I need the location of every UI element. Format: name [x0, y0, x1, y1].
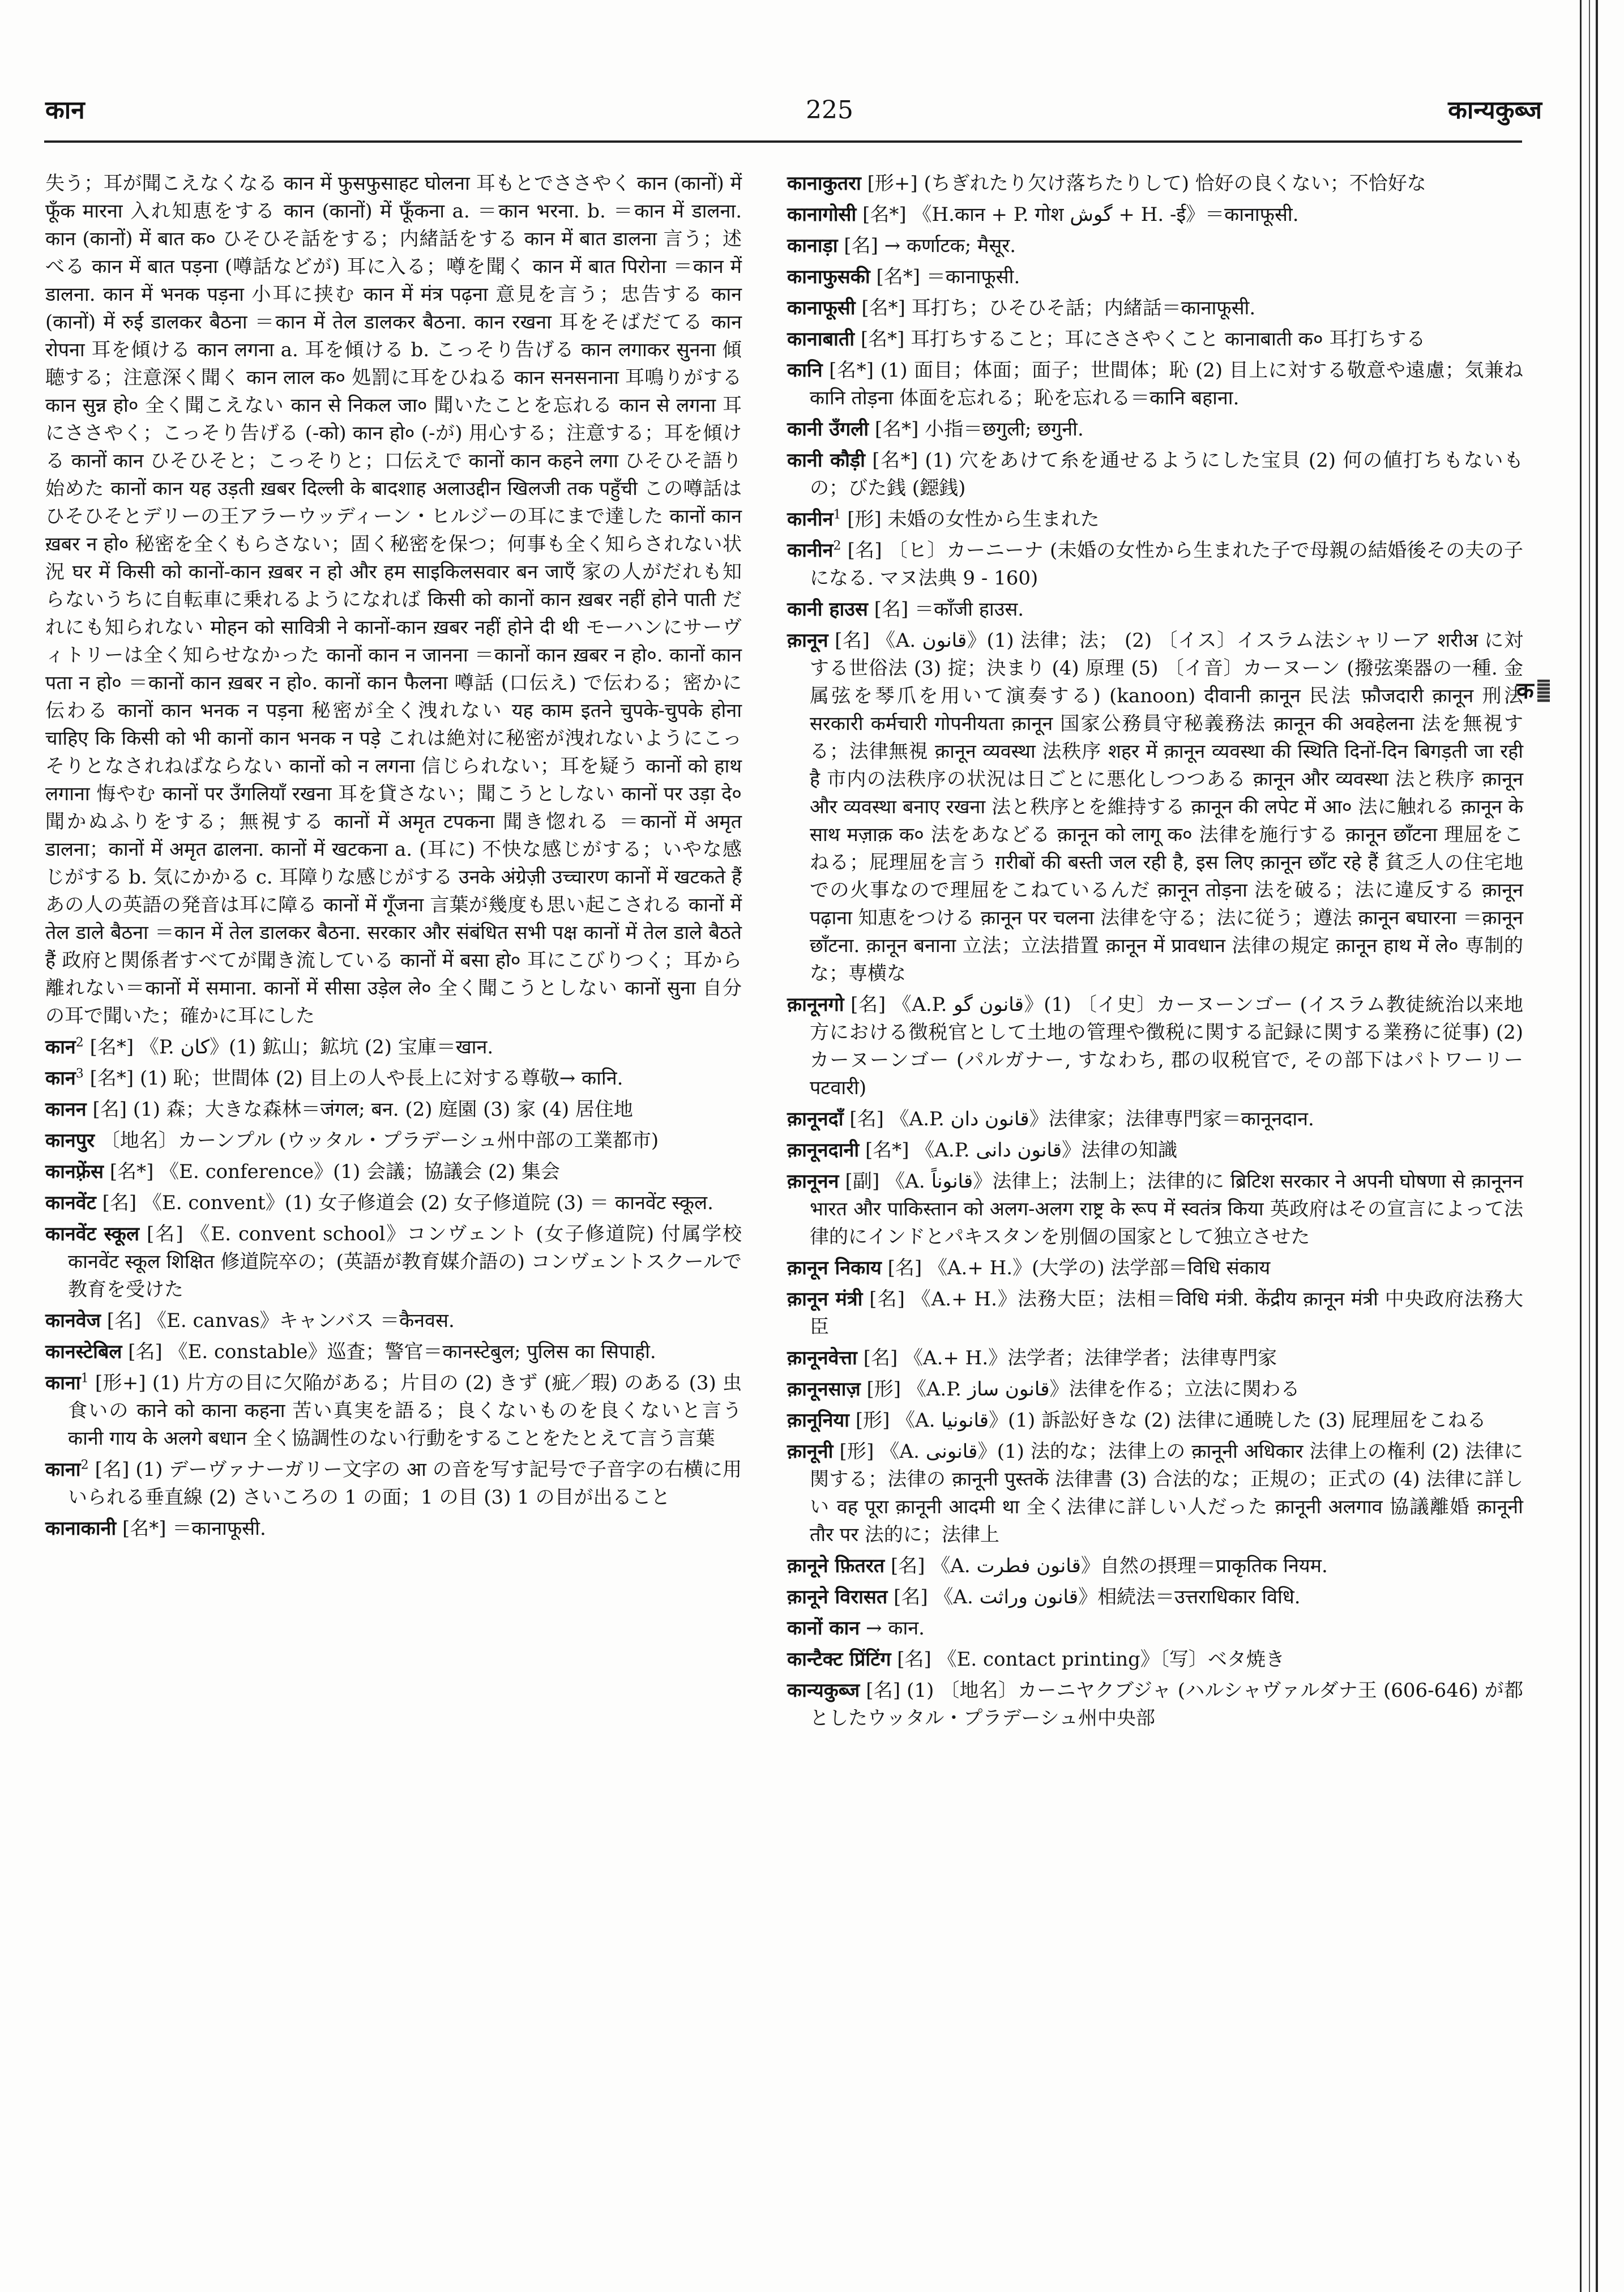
dictionary-entry: [787, 263, 1523, 291]
entry-headword: कान: [45, 1036, 76, 1058]
entry-headword: कान्यकुब्ज: [787, 1679, 860, 1702]
entry-headword: कानों कान: [787, 1617, 860, 1640]
entry-headword: कानीन: [787, 508, 834, 531]
entry-definition: [名] 《A.+ H.》(大学の) 法学部＝विधि संकाय: [887, 1257, 1271, 1279]
binding-edge-line: [1589, 0, 1590, 2292]
dictionary-entry: [45, 1456, 742, 1512]
dictionary-entry: [45, 1307, 742, 1335]
entry-definition: [名] 《A.P. قانون گو》(1) 〔イ史〕カーヌーンゴー (イスラム教徒統治以来地方における徴税官として土地の管理や徴税に関する記録に関する業務に従事) (2) カーヌーンゴー (パルガナー, すなわち, 郡の収税官で, その部下はパトワーリー पटवारी): [810, 993, 1524, 1099]
entry-definition: [名] → कर्णाटक; मैसूर.: [844, 234, 1016, 257]
entry-definition: 〔地名〕カーンプル (ウッタル・プラデーシュ州中部の工業都市): [100, 1129, 659, 1152]
entry-definition: [名] ＝काँजी हाउस.: [874, 598, 1024, 621]
entry-definition: [名] 《A.+ H.》法務大臣；法相＝विधि मंत्री. केंद्रीय क़ानून मंत्री 中央政府法務大臣: [810, 1288, 1523, 1338]
dictionary-entry: [787, 1407, 1523, 1435]
entry-headword: कानस्टेबिल: [45, 1341, 122, 1363]
entry-definition: [名*] (1) 面目；体面；面子；世間体；恥 (2) 目上に対する敬意や遠慮；気兼ね कानि तोड़ना 体面を忘れる；恥を忘れる＝कानि बहाना.: [810, 359, 1523, 409]
dictionary-entry: [787, 294, 1523, 322]
dictionary-entry: [45, 1220, 742, 1304]
entry-definition: [名*] 小指＝छगुली; छगुनी.: [874, 418, 1084, 441]
entry-headword: क़ानूनगो: [787, 993, 844, 1016]
dictionary-entry: [787, 596, 1523, 624]
entry-definition: [名*] 《E. conference》(1) 会議；協議会 (2) 集会: [109, 1160, 560, 1183]
entry-headword: कानाड़ा: [787, 234, 838, 257]
dictionary-entry: [787, 1552, 1523, 1580]
entry-definition: [名*] ＝कानाफूसी.: [876, 266, 1020, 288]
entry-definition: [名*] (1) 穴をあけて糸を通せるようにした宝貝 (2) 何の値打ちもないもの；びた銭 (鐚銭): [810, 449, 1523, 500]
entry-headword: कानी हाउस: [787, 598, 868, 621]
entry-definition: [名] 《E. contact printing》〔写〕ベタ焼き: [897, 1648, 1285, 1671]
entry-headword: कानाबाती: [787, 328, 854, 351]
entry-headword: कानवेंट स्कूल: [45, 1223, 140, 1245]
homograph-number: 2: [833, 539, 841, 553]
dictionary-entry: [787, 357, 1523, 412]
header-guide-word-left: कान: [45, 96, 85, 125]
entry-definition: [名*] 耳打ちすること；耳にささやくこと कानाबाती क० 耳打ちする: [860, 328, 1426, 351]
homograph-number: 1: [833, 507, 841, 522]
entry-headword: क़ानूनी: [787, 1440, 834, 1463]
dictionary-entry: [787, 1584, 1523, 1611]
entry-definition: [形] 未婚の女性から生まれた: [847, 508, 1100, 531]
dictionary-entry: [787, 232, 1523, 260]
header-rule: [44, 140, 1522, 143]
entry-definition: [形] 《A.P. قانون ساز》法律を作る；立法に関わる: [866, 1378, 1300, 1401]
binding-edge-line: [1596, 0, 1598, 2292]
entry-definition: [名*] 耳打ち；ひそひそ話；内緒話＝कानाफूसी.: [861, 297, 1256, 319]
entry-definition: [形] 《A. قانونیا》(1) 訴訟好きな (2) 法律に通暁した (3) 屁理屈をこねる: [855, 1409, 1486, 1432]
dictionary-entry: [787, 1345, 1523, 1372]
dictionary-entry: [45, 1158, 742, 1186]
entry-headword: कानपुर: [45, 1129, 95, 1152]
entry-headword: काना: [45, 1372, 81, 1394]
homograph-number: 3: [75, 1066, 84, 1081]
dictionary-entry: [787, 416, 1523, 443]
entry-headword: कानन: [45, 1098, 87, 1121]
dictionary-entry: [787, 991, 1523, 1102]
entry-headword: क़ानून मंत्री: [787, 1288, 863, 1311]
dictionary-entry: [787, 1106, 1523, 1133]
dictionary-entry: [787, 537, 1523, 592]
dictionary-entry: [787, 447, 1523, 502]
entry-headword: कानी कौड़ी: [787, 449, 865, 472]
entry-definition: [名*] 《H.कान + P. गोश گوش + H. -ई》＝कानाफूसी.: [862, 203, 1299, 226]
dictionary-entry: [45, 1127, 742, 1155]
dictionary-entry: [787, 1438, 1523, 1549]
dictionary-entry: [45, 1515, 742, 1543]
entry-definition: [形+] (ちぎれたり欠け落ちたりして) 恰好の良くない；不恰好な: [867, 172, 1426, 195]
entry-headword: कानाफूसी: [787, 297, 856, 319]
dictionary-entry: [45, 1369, 742, 1453]
entry-headword: कानीन: [787, 539, 834, 562]
entry-definition: [名] 《E. convent school》コンヴェント (女子修道院) 付属学校 कानवेंट स्कूल शिक्षित 修道院卒の；(英語が教育媒介語の) コンヴェントスクールで教育を受けた: [68, 1223, 742, 1301]
entry-definition: [名*] ＝कानाफूसी.: [122, 1517, 266, 1540]
entry-definition: [形+] (1) 片方の目に欠陥がある；片目の (2) きず (疵／瑕) のある (3) 虫食いの काने को काना कहना 苦い真実を語る；良くないものを良くないと言う कानी गाय के अलगे बधान 全く協調性のない行動をすることをたとえて言う言葉: [68, 1372, 742, 1450]
thumb-index-letter: क: [1516, 677, 1534, 704]
homograph-number: 2: [75, 1035, 84, 1050]
homograph-number: 2: [80, 1458, 89, 1472]
dictionary-entry: [787, 201, 1523, 229]
entry-definition: [名] 《E. constable》巡査；警官＝कानस्टेबुल; पुलिस का सिपाही.: [128, 1341, 656, 1363]
entry-definition: [名] (1) 〔地名〕カーニヤクブジャ (ハルシャヴァルダナ王 (606-646) が都としたウッタル・プラデーシュ州中央部: [810, 1679, 1524, 1730]
entry-headword: क़ानूनदानी: [787, 1139, 860, 1162]
dictionary-entry: [787, 1646, 1523, 1674]
entry-definition: [名*] 《P. کان》(1) 鉱山；鉱坑 (2) 宝庫＝खान.: [89, 1036, 494, 1058]
left-column: [45, 170, 742, 1546]
entry-headword: कानाफुसकी: [787, 266, 870, 288]
entry-headword: क़ानून: [787, 629, 828, 652]
entry-definition: [副] 《A. قانوناً》法律上；法制上；法律的に ब्रिटिश सरकार ने अपनी घोषणा से क़ानूनन भारत और पाकिस्तान को अलग-अलग राष्ट्र के रूप में स्वतंत्र किया 英政府はその宣言によって法律的にインドとパキスタンを別個の国家として独立させた: [810, 1170, 1523, 1248]
entry-definition: [名] 《A. قانون فطرت》自然の摂理＝प्राकृतिक नियम.: [891, 1555, 1328, 1577]
right-column: [787, 170, 1523, 1736]
entry-headword: काना: [45, 1458, 81, 1481]
thumb-index-mark: [1537, 680, 1550, 702]
dictionary-entry: [787, 170, 1523, 198]
entry-headword: कान्टैक्ट प्रिंटिंग: [787, 1648, 891, 1671]
entry-definition: [名] 《A. قانون》(1) 法律；法； (2) 〔イス〕イスラム法シャリーア शरीअ に対する世俗法 (3) 掟；決まり (4) 原理 (5) 〔イ音〕カーヌーン (撥弦楽器の一種. 金属弦を琴爪を用いて演奏する) (kanoon) दीवानी क़ानून 民法 फ़ौजदारी क़ानून 刑法 सरकारी कर्मचारी गोपनीयता क़ानून 国家公務員守秘義務法 क़ानून की अवहेलना 法を無視する；法律無視 क़ानून व्यवस्था 法秩序 शहर में क़ानून व्यवस्था की स्थिति दिनों-दिन बिगड़ती जा रही है 市内の法秩序の状況は日ごとに悪化しつつある क़ानून और व्यवस्था 法と秩序 क़ानून और व्यवस्था बनाए रखना 法と秩序とを維持する क़ानून की लपेट में आ० 法に触れる क़ानून के साथ मज़ाक़ क० 法をあなどる क़ानून को लागू क० 法律を施行する क़ानून छाँटना 理屈をこねる；屁理屈を言う ग़रीबों की बस्ती जल रही है, इस लिए क़ानून छाँट रहे हैं 貧乏人の住宅地での火事なので理屈をこねているんだ क़ानून तोड़ना 法を破る；法に違反する क़ानून पढ़ाना 知恵をつける क़ानून पर चलना 法律を守る；法に従う；遵法 क़ानून बघारना ＝क़ानून छाँटना. क़ानून बनाना 立法；立法措置 क़ानून में प्रावधान 法律の規定 क़ानून हाथ में ले० 専制的な；専横な: [810, 629, 1523, 985]
entry-headword: क़ानूनदाँ: [787, 1108, 844, 1130]
dictionary-entry: [787, 1286, 1523, 1341]
homograph-number: 1: [80, 1371, 89, 1386]
entry-headword: क़ानूनवेत्ता: [787, 1347, 857, 1369]
entry-definition: [名] 《A.P. قانون دان》法律家；法律専門家＝कानूनदान.: [849, 1108, 1314, 1130]
entry-headword: कानि: [787, 359, 823, 382]
entry-definition: [名] (1) デーヴァナーガリー文字の आ の音を写す記号で子音字の右横に用いられる垂直線 (2) さいころの 1 の面；1 の目 (3) 1 の目が出ること: [68, 1458, 742, 1509]
entry-headword: कानफ़्रेंस: [45, 1160, 104, 1183]
dictionary-entry: [45, 170, 742, 1030]
dictionary-entry: [45, 1189, 742, 1217]
entry-headword: क़ानूने फ़ितरत: [787, 1555, 885, 1577]
page-number: 225: [806, 96, 853, 125]
entry-definition: [名] 〔ヒ〕カーニーナ (未婚の女性から生まれた子で母親の結婚後その夫の子になる. マヌ法典 9 - 160): [810, 539, 1523, 590]
entry-definition: 失う；耳が聞こえなくなる कान में फुसफुसाहट घोलना 耳もとでささやく कान (कानों) में फूँक मारना 入れ知恵をする कान (कानों) में फूँकना a. ＝कान भरना. b. ＝कान में डालना. कान (कानों) में बात क० ひそひそ話をする；内緒話をする कान में बात डालना 言う；述べる कान में बात पड़ना (噂話などが) 耳に入る；噂を聞く कान में बात पिरोना ＝कान में डालना. कान में भनक पड़ना 小耳に挟む कान में मंत्र पढ़ना 意見を言う；忠告する कान (कानों) में रुई डालकर बैठना ＝कान में तेल डालकर बैठना. कान रखना 耳をそばだてる कान रोपना 耳を傾ける कान लगना a. 耳を傾ける b. こっそり告げる कान लगाकर सुनना 傾聴する；注意深く聞く कान लाल क० 処罰に耳をひねる कान सनसनाना 耳鳴りがする कान सुन्न हो० 全く聞こえない कान से निकल जा० 聞いたことを忘れる कान से लगना 耳にささやく；こっそり告げる (-को) कान हो० (-が) 用心する；注意する；耳を傾ける कानों कान ひそひそと；こっそりと；口伝えで कानों कान कहने लगा ひそひそ語り始めた कानों कान यह उड़ती ख़बर दिल्ली के बादशाह अलाउद्दीन खिलजी तक पहुँची この噂話はひそひそとデリーの王アラーウッディーン・ヒルジーの耳にまで達した कानों कान ख़बर न हो० 秘密を全くもらさない；固く秘密を保つ；何事も全く知らされない状況 घर में किसी को कानों-कान ख़बर न हो और हम साइकिलसवार बन जाएँ 家の人がだれも知らないうちに自転車に乗れるようになれば किसी को कानों कान ख़बर नहीं होने पाती だれにも知られない मोहन को सावित्री ने कानों-कान ख़बर नहीं होने दी थी モーハンにサーヴィトリーは全く知らせなかった कानों कान न जानना ＝कानों कान ख़बर न हो०. कानों कान पता न हो० ＝कानों कान ख़बर न हो०. कानों कान फैलना 噂話 (口伝え) で伝わる；密かに伝わる कानों कान भनक न पड़ना 秘密が全く洩れない यह काम इतने चुपके-चुपके होना चाहिए कि किसी को भी कानों कान भनक न पड़े これは絶対に秘密が洩れないようにこっそりとなされねばならない कानों को न लगना 信じられない；耳を疑う कानों को हाथ लगाना 悔やむ कानों पर उँगलियाँ रखना 耳を貸さない；聞こうとしない कानों पर उड़ा दे० 聞かぬふりをする；無視する कानों में अमृत टपकना 聞き惚れる ＝कानों में अमृत डालना；कानों में अमृत ढालना. कानों में खटकना a. (耳に) 不快な感じがする；いやな感じがする b. 気にかかる c. 耳障りな感じがする उनके अंग्रेज़ी उच्चारण कानों में खटकते हैं あの人の英語の発音は耳に障る कानों में गूँजना 言葉が幾度も思い起こされる कानों में तेल डाले बैठना ＝कान में तेल डालकर बैठना. सरकार और संबंधित सभी पक्ष कानों में तेल डाले बैठते हैं 政府と関係者すべてが聞き流している कानों में बसा हो० 耳にこびりつく；耳から離れない＝कानों में समाना. कानों में सीसा उड़ेल ले० 全く聞こうとしない कानों सुना 自分の耳で聞いた；確かに耳にした: [45, 172, 742, 1027]
dictionary-entry: [787, 1137, 1523, 1164]
entry-headword: कानवेंट: [45, 1192, 96, 1214]
entry-headword: कानी उँगली: [787, 418, 869, 441]
entry-headword: क़ानूनन: [787, 1170, 839, 1193]
entry-definition: [名] (1) 森；大きな森林＝जंगल; बन. (2) 庭園 (3) 家 (4) 居住地: [92, 1098, 633, 1121]
dictionary-entry: [787, 1376, 1523, 1403]
dictionary-entry: [787, 1677, 1523, 1732]
entry-headword: कानागोसी: [787, 203, 857, 226]
entry-definition: [名*] (1) 恥；世間体 (2) 目上の人や長上に対する尊敬→ कानि.: [89, 1067, 623, 1090]
dictionary-entry: [787, 506, 1523, 533]
entry-definition: [名*] 《A.P. قانون دانی》法律の知識: [865, 1139, 1178, 1162]
entry-definition: [名] 《E. convent》(1) 女子修道会 (2) 女子修道院 (3) ＝ कानवेंट स्कूल.: [102, 1192, 713, 1214]
dictionary-entry: [45, 1034, 742, 1061]
binding-edge-line: [1580, 0, 1582, 2292]
entry-headword: कान: [45, 1067, 76, 1090]
entry-headword: क़ानूनसाज़: [787, 1378, 861, 1401]
entry-definition: [名] 《A. قانون وراثت》相続法＝उत्तराधिकार विधि.: [894, 1586, 1301, 1608]
dictionary-entry: [787, 627, 1523, 988]
entry-definition: [名] 《A.+ H.》法学者；法律学者；法律専門家: [863, 1347, 1277, 1369]
entry-headword: कानाकानी: [45, 1517, 117, 1540]
entry-headword: कानवेज: [45, 1309, 101, 1332]
dictionary-entry: [45, 1338, 742, 1366]
entry-definition: → कान.: [866, 1617, 925, 1640]
header-guide-word-right: कान्यकुब्ज: [1448, 96, 1542, 125]
dictionary-entry: [45, 1065, 742, 1092]
entry-headword: क़ानून निकाय: [787, 1257, 882, 1279]
entry-definition: [形] 《A. قانونی》(1) 法的な；法律上の क़ानूनी अधिकार 法律上の権利 (2) 法律に関する；法律の क़ानूनी पुस्तकें 法律書 (3) 合法的な；正規の；正式の (4) 法律に詳しい वह पूरा क़ानूनी आदमी था 全く法律に詳しい人だった क़ानूनी अलगाव 協議離婚 क़ानूनी तौर पर 法的に；法律上: [810, 1440, 1524, 1546]
entry-headword: क़ानूनिया: [787, 1409, 849, 1432]
dictionary-entry: [787, 1615, 1523, 1642]
dictionary-entry: [787, 326, 1523, 353]
entry-definition: [名] 《E. canvas》キャンバス ＝कैनवस.: [106, 1309, 455, 1332]
dictionary-entry: [787, 1168, 1523, 1251]
entry-headword: कानाकुतरा: [787, 172, 861, 195]
dictionary-entry: [45, 1096, 742, 1124]
entry-headword: क़ानूने विरासत: [787, 1586, 888, 1608]
dictionary-entry: [787, 1254, 1523, 1282]
